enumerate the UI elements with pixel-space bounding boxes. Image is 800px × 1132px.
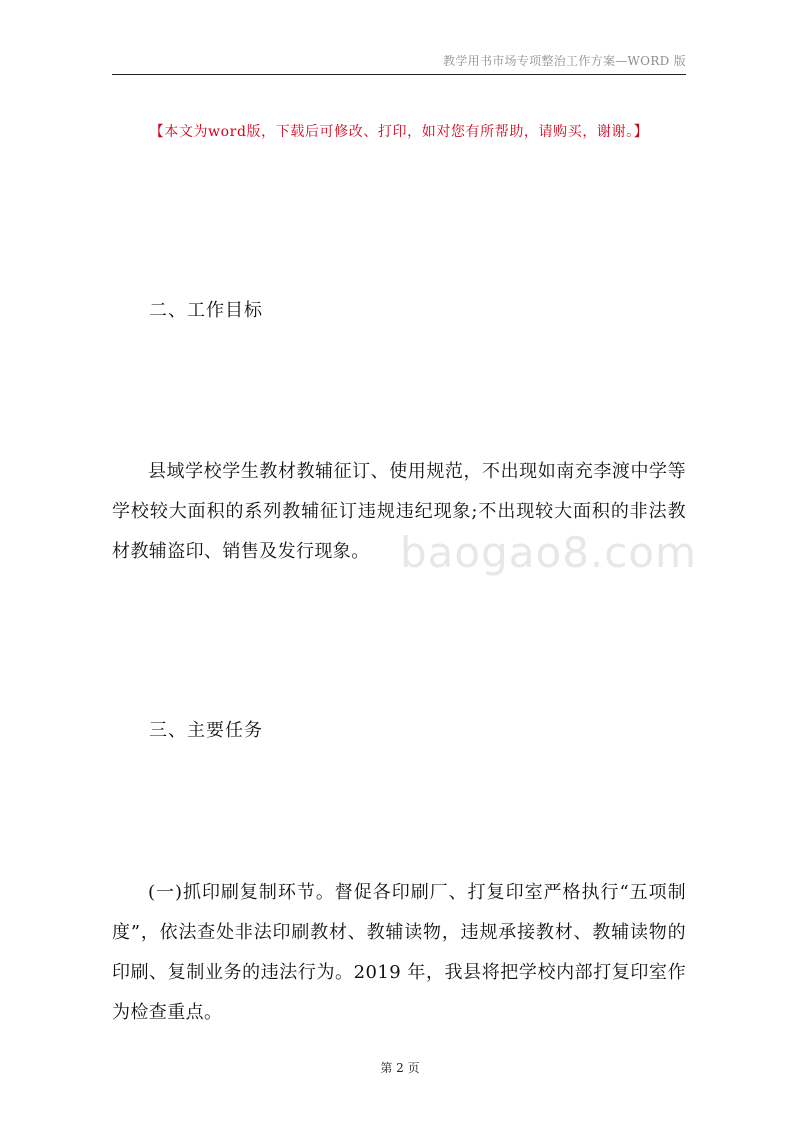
section-heading-goals: 二、工作目标 [149,300,263,321]
header-divider [112,74,686,75]
running-header: 教学用书市场专项整治工作方案—WORD 版 [443,54,686,68]
section-paragraph-goals: 县域学校学生教材教辅征订、使用规范，不出现如南充李渡中学等学校较大面积的系列教辅征订违规违纪现象;不出现较大面积的非法教材教辅盗印、销售及发行现象。 [112,461,686,562]
watermark-text: baogao8.com [400,528,697,577]
download-notice: 【本文为word版，下载后可修改、打印，如对您有所帮助，请购买，谢谢。】 [149,124,649,140]
section-heading-tasks: 三、主要任务 [149,720,263,741]
section-paragraph-tasks: (一)抓印刷复制环节。督促各印刷厂、打复印室严格执行“五项制度”，依法查处非法印刷教材、教辅读物，违规承接教材、教辅读物的印刷、复制业务的违法行为。2019 年，我县将把学校内部打复印室作为检查重点。 [112,882,686,1023]
page-number: 第 2 页 [380,1061,420,1075]
